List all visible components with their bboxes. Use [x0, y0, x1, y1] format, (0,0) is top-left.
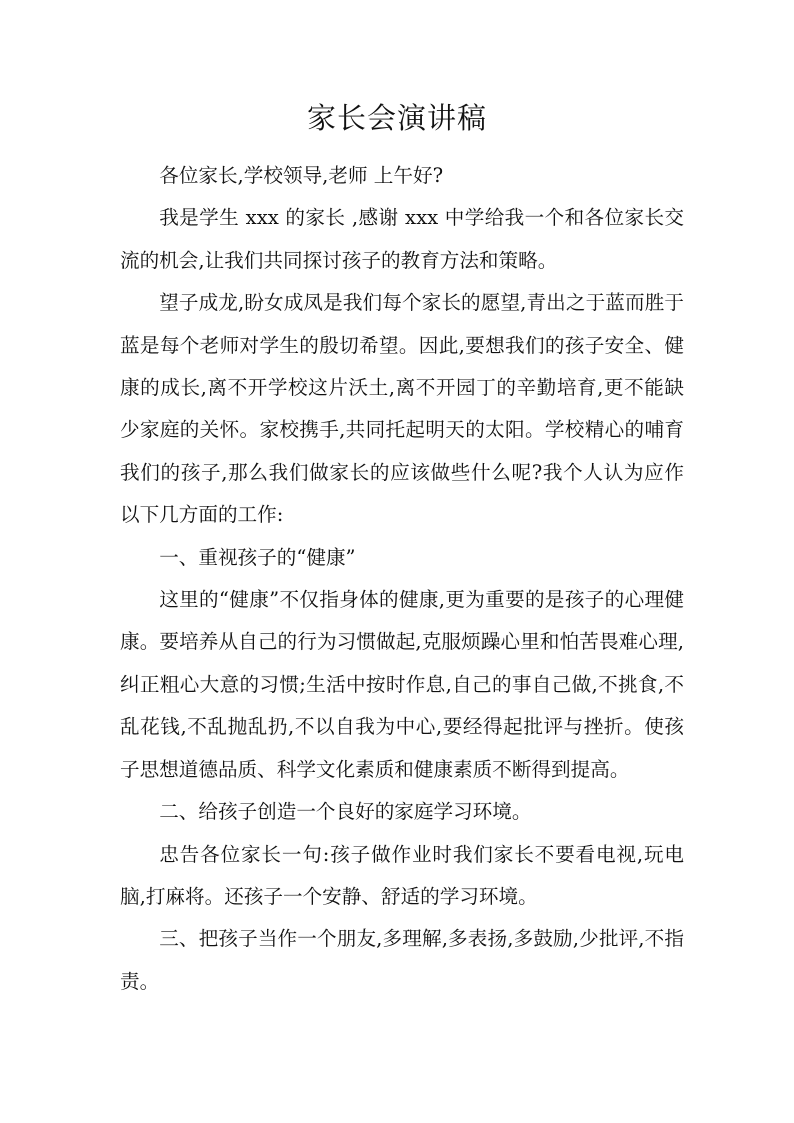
section-heading-friend: 三、把孩子当作一个朋友,多理解,多表扬,多鼓励,少批评,不指责。: [120, 927, 684, 993]
section-heading-environment: 二、给孩子创造一个良好的家庭学习环境。: [159, 800, 532, 824]
paragraph-introduction: 我是学生 xxx 的家长 ,感谢 xxx 中学给我一个和各位家长交流的机会,让我们共同探讨孩子的教育方法和策略。: [120, 206, 684, 272]
paragraph-hopes: 望子成龙,盼女成凤是我们每个家长的愿望,青出之于蓝而胜于蓝是每个老师对学生的殷切希望。因此,要想我们的孩子安全、健康的成长,离不开学校这片沃土,离不开园丁的辛勤培育,更不能缺少家庭的关怀。家校携手,共同托起明天的太阳。学校精心的哺育我们的孩子,那么我们做家长的应该做些什么呢?我个人认为应作以下几方面的工作:: [120, 291, 684, 527]
paragraph-environment: 忠告各位家长一句:孩子做作业时我们家长不要看电视,玩电脑,打麻将。还孩子一个安静、舒适的学习环境。: [120, 842, 684, 908]
document-body: [120, 155, 684, 1003]
document-title: 家长会演讲稿: [306, 101, 487, 135]
paragraph-health: 这里的“健康”不仅指身体的健康,更为重要的是孩子的心理健康。要培养从自己的行为习惯做起,克服烦躁心里和怕苦畏难心理,纠正粗心大意的习惯;生活中按时作息,自己的事自己做,不挑食,不乱花钱,不乱抛乱扔,不以自我为中心,要经得起批评与挫折。使孩子思想道德品质、科学文化素质和健康素质不断得到提高。: [120, 588, 684, 781]
section-heading-health: 一、重视孩子的“健康”: [159, 545, 356, 569]
paragraph-greeting: 各位家长,学校领导,老师 上午好?: [159, 164, 444, 187]
